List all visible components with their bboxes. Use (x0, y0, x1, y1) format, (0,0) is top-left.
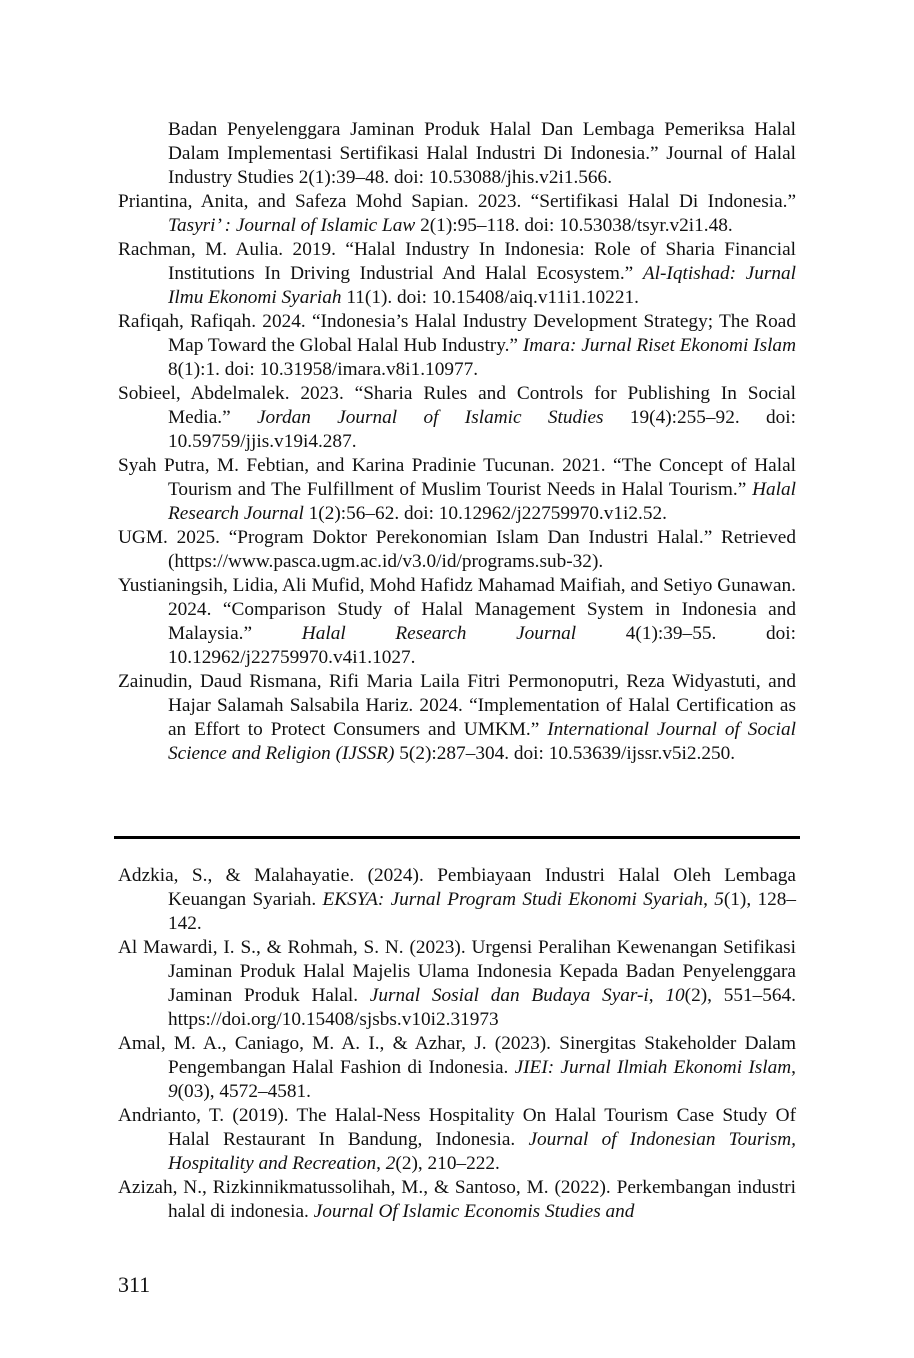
page-number: 311 (118, 1272, 151, 1297)
reference-entry (118, 526, 796, 574)
ref-separator: , (703, 889, 715, 910)
ref-text: Yustianingsih, Lidia, Ali Mufid, Mohd Hafidz Mahamad Maifiah, and Setiyo Gunawan. 2024. “Comparison Study of Halal Management System in Indonesia and Malaysia.” (118, 575, 796, 644)
ref-volume: 9 (168, 1081, 178, 1102)
reference-list-top (118, 118, 796, 766)
ref-source: EKSYA: Jurnal Program Studi Ekonomi Syariah (322, 889, 704, 910)
ref-details: 2(1):39–48. doi: 10.53088/jhis.v2i1.566. (293, 167, 613, 188)
ref-text: Rachman, M. Aulia. 2019. “Halal Industry In Indonesia: Role of Sharia Financial Institutions In Driving Industrial And Halal Ecosystem.” (118, 239, 796, 284)
ref-source: Jordan Journal of Islamic Studies (256, 407, 604, 428)
ref-text: Sobieel, Abdelmalek. 2023. “Sharia Rules and Controls for Publishing In Social Media.” (118, 383, 796, 428)
ref-separator: , (376, 1153, 386, 1174)
ref-details: 8(1):1. doi: 10.31958/imara.v8i1.10977. (168, 359, 479, 380)
ref-text: Syah Putra, M. Febtian, and Karina Pradinie Tucunan. 2021. “The Concept of Halal Tourism and The Fulfillment of Muslim Tourist Needs in Halal Tourism.” (118, 455, 796, 500)
ref-details: 19(4):255–92. doi: 10.59759/jjis.v19i4.287. (168, 407, 796, 452)
ref-details: 11(1). doi: 10.15408/aiq.v11i1.10221. (341, 287, 639, 308)
ref-text: Rafiqah, Rafiqah. 2024. “Indonesia’s Halal Industry Development Strategy; The Road Map Toward the Global Halal Hub Industry.” (118, 311, 796, 356)
ref-details: 2(1):95–118. doi: 10.53038/tsyr.v2i1.48. (415, 215, 733, 236)
ref-text: Priantina, Anita, and Safeza Mohd Sapian. 2023. “Sertifikasi Halal Di Indonesia.” (118, 191, 796, 212)
ref-details: (1), 128–142. (168, 889, 797, 934)
ref-text: Al Mawardi, I. S., & Rohmah, S. N. (2023). Urgensi Peralihan Kewenangan Setifikasi Jaminan Produk Halal Majelis Ulama Indonesia Kepada Badan Penyelenggara Jaminan Produk Halal. (118, 937, 796, 1006)
ref-details: 1(2):56–62. doi: 10.12962/j22759970.v1i2.52. (303, 503, 667, 524)
ref-source: International Journal of Social Science and Religion (IJSSR) (168, 719, 796, 764)
reference-entry (118, 1104, 796, 1176)
ref-text: Badan Penyelenggara Jaminan Produk Halal Dan Lembaga Pemeriksa Halal Dalam Implementasi Sertifikasi Halal Industri Di Indonesia.” (168, 119, 796, 164)
reference-continuation (118, 118, 796, 190)
ref-details: (03), 4572–4581. (177, 1081, 311, 1102)
reference-entry (118, 574, 796, 670)
ref-source: Halal Research Journal (301, 623, 577, 644)
ref-separator: , (648, 985, 666, 1006)
reference-entry (118, 1032, 796, 1104)
ref-source: Journal of Halal Industry Studies (168, 143, 796, 188)
reference-entry (118, 1176, 796, 1224)
ref-source: Tasyri’ : Journal of Islamic Law (168, 215, 416, 236)
reference-entry (118, 382, 796, 454)
ref-details: (2), 551–564. https://doi.org/10.15408/sjsbs.v10i2.31973 (168, 985, 797, 1030)
reference-entry (118, 190, 796, 238)
reference-list-bottom (118, 864, 796, 1224)
ref-source: JIEI: Jurnal Ilmiah Ekonomi Islam (514, 1057, 792, 1078)
ref-details: 4(1):39–55. doi: 10.12962/j22759970.v4i1.1027. (168, 623, 796, 668)
reference-entry (118, 310, 796, 382)
ref-source: Al-Iqtishad: Jurnal Ilmu Ekonomi Syariah (168, 263, 796, 308)
ref-separator: , (791, 1057, 796, 1078)
reference-entry (118, 454, 796, 526)
ref-volume: 5 (714, 889, 724, 910)
ref-source: Journal of Indonesian Tourism, Hospitality and Recreation (168, 1129, 797, 1174)
ref-volume: 10 (665, 985, 685, 1006)
ref-source: Jurnal Sosial dan Budaya Syar-i (369, 985, 649, 1006)
ref-text: Andrianto, T. (2019). The Halal-Ness Hospitality On Halal Tourism Case Study Of Halal Restaurant In Bandung, Indonesia. (118, 1105, 796, 1150)
ref-text: Amal, M. A., Caniago, M. A. I., & Azhar, J. (2023). Sinergitas Stakeholder Dalam Pengembangan Halal Fashion di Indonesia. (118, 1033, 796, 1078)
ref-source: Imara: Jurnal Riset Ekonomi Islam (522, 335, 796, 356)
reference-entry (118, 670, 796, 766)
ref-text: UGM. 2025. “Program Doktor Perekonomian Islam Dan Industri Halal.” Retrieved (https://www.pasca.ugm.ac.id/v3.0/id/programs.sub-32). (118, 527, 796, 572)
ref-text: Zainudin, Daud Rismana, Rifi Maria Laila Fitri Permonoputri, Reza Widyastuti, and Hajar Salamah Salsabila Hariz. 2024. “Implementation of Halal Certification as an Effort to Protect Consumers and UMKM.” (118, 671, 796, 740)
ref-text: Adzkia, S., & Malahayatie. (2024). Pembiayaan Industri Halal Oleh Lembaga Keuangan Syariah. (118, 865, 796, 910)
ref-details: 5(2):287–304. doi: 10.53639/ijssr.v5i2.250. (394, 743, 736, 764)
section-divider (114, 836, 800, 839)
ref-source: Halal Research Journal (168, 479, 796, 524)
ref-volume: 2 (385, 1153, 396, 1174)
reference-entry (118, 864, 796, 936)
reference-entry (118, 238, 796, 310)
reference-entry (118, 936, 796, 1032)
ref-text: Azizah, N., Rizkinnikmatussolihah, M., & Santoso, M. (2022). Perkembangan industri halal di indonesia. (118, 1177, 796, 1222)
ref-source: Journal Of Islamic Economis Studies and (313, 1201, 635, 1222)
ref-details: (2), 210–222. (395, 1153, 500, 1174)
